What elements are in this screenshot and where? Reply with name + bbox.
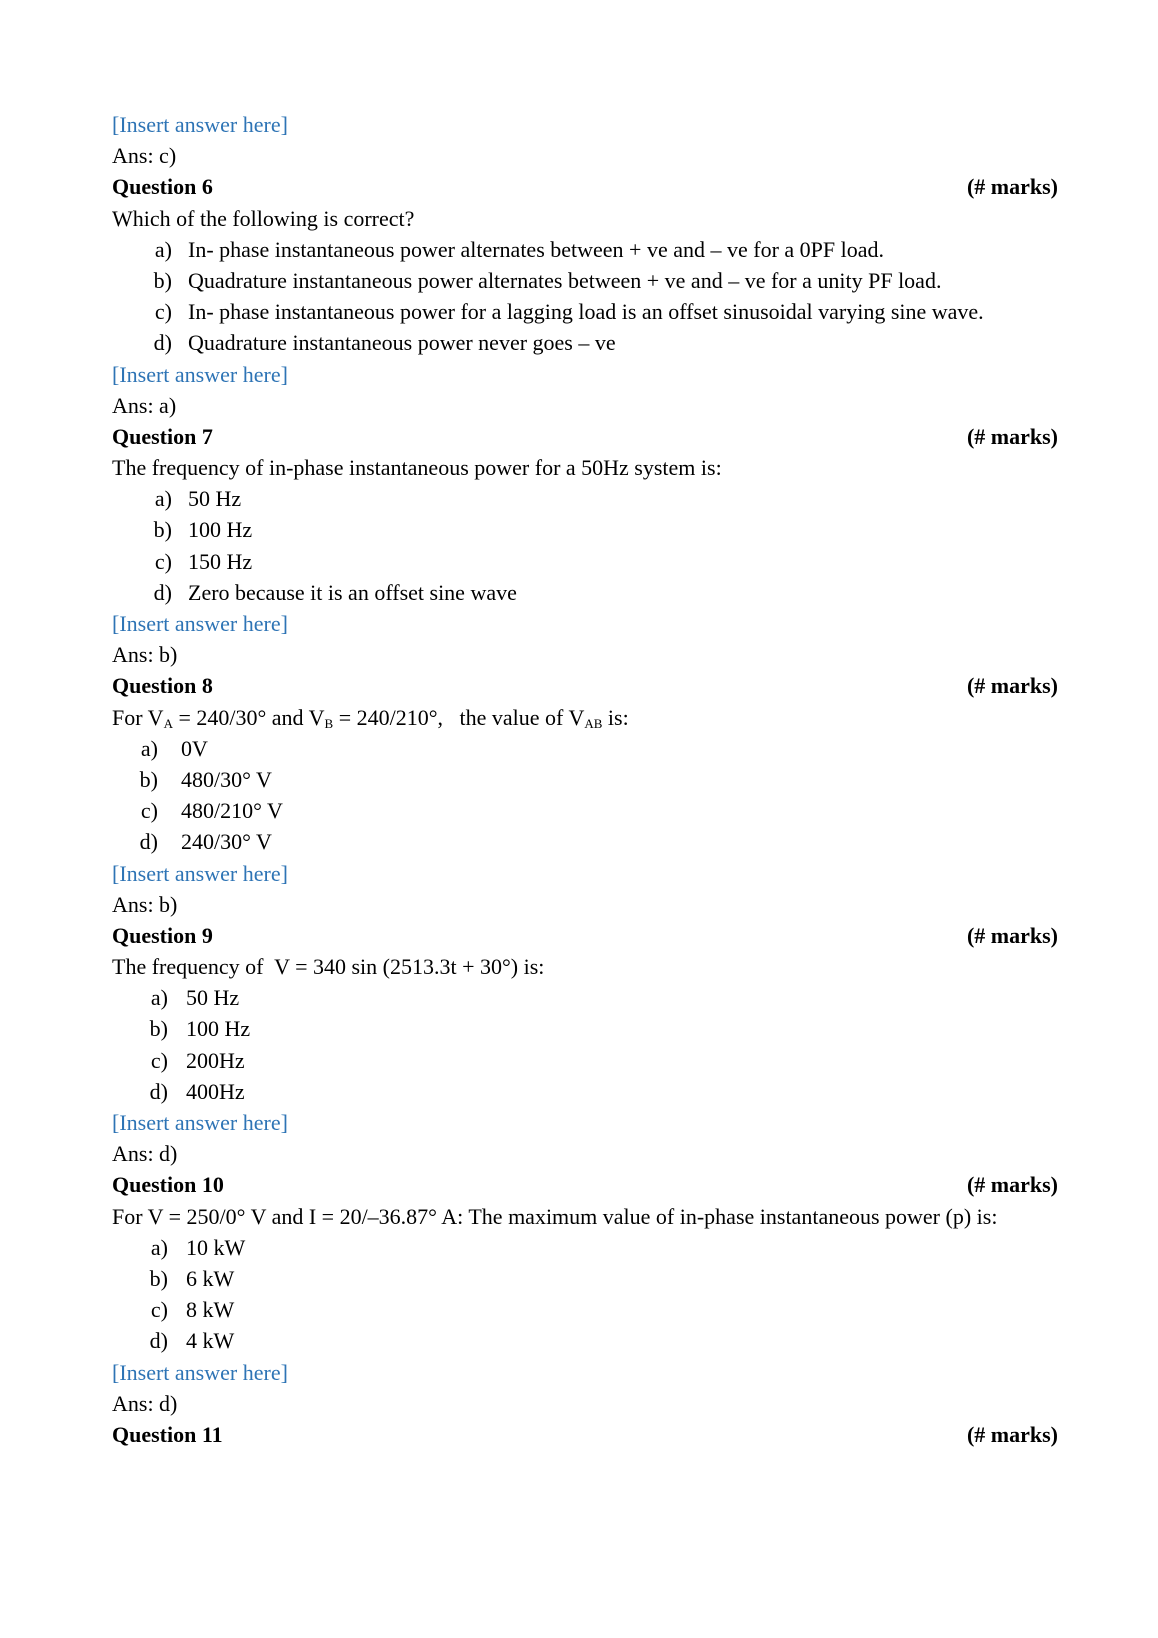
answer-placeholder-q8[interactable]: [Insert answer here] xyxy=(112,860,288,886)
option-text: 200Hz xyxy=(186,1047,245,1073)
option xyxy=(112,733,1062,764)
prompt-part: For V xyxy=(112,704,164,730)
option-text: Quadrature instantaneous power alternates between + ve and – ve for a unity PF load. xyxy=(188,267,942,293)
option-text: 0V xyxy=(181,735,208,761)
option-text: 6 kW xyxy=(186,1265,235,1291)
option-text: In- phase instantaneous power for a lagging load is an offset sinusoidal varying sine wave. xyxy=(188,299,984,325)
option-text: 400Hz xyxy=(186,1078,245,1104)
answer-placeholder-q10[interactable]: [Insert answer here] xyxy=(112,1359,288,1385)
question-9-options xyxy=(112,982,1062,1107)
option-letter: a) xyxy=(154,236,172,262)
option xyxy=(112,577,1062,608)
question-10-title: Question 10 xyxy=(112,1172,224,1198)
option-letter: a) xyxy=(150,1234,168,1260)
question-8-header xyxy=(112,670,1062,701)
prompt-part: = 240/210°, the value of V xyxy=(333,704,585,730)
option xyxy=(112,1045,1062,1076)
answer-q6: Ans: a) xyxy=(112,392,177,418)
option xyxy=(112,982,1062,1013)
question-9-title: Question 9 xyxy=(112,922,213,948)
question-10-header xyxy=(112,1169,1062,1200)
subscript-ab: AB xyxy=(584,715,603,731)
option-text: 150 Hz xyxy=(188,548,253,574)
option-letter: b) xyxy=(153,517,172,543)
option-letter: b) xyxy=(139,766,158,792)
option-letter: c) xyxy=(150,1047,168,1073)
option-letter: c) xyxy=(154,299,172,325)
option-text: Zero because it is an offset sine wave xyxy=(188,579,517,605)
option-text: 8 kW xyxy=(186,1297,235,1323)
question-6-options xyxy=(112,234,1062,359)
document-page xyxy=(112,109,1062,1450)
option-letter: a) xyxy=(150,985,168,1011)
question-6-prompt: Which of the following is correct? xyxy=(112,205,415,231)
prompt-part: is: xyxy=(602,704,629,730)
answer-placeholder-q6[interactable]: [Insert answer here] xyxy=(112,361,288,387)
option-letter: b) xyxy=(149,1016,168,1042)
answer-q10: Ans: d) xyxy=(112,1390,178,1416)
subscript-a: A xyxy=(163,715,173,731)
option xyxy=(112,826,1062,857)
answer-q9: Ans: d) xyxy=(112,1141,178,1167)
option-text: 100 Hz xyxy=(188,517,253,543)
question-7-prompt: The frequency of in-phase instantaneous power for a 50Hz system is: xyxy=(112,455,722,481)
option-text: 4 kW xyxy=(186,1328,235,1354)
option-text: 480/210° V xyxy=(181,798,283,824)
option xyxy=(112,1325,1062,1356)
question-6-marks: (# marks) xyxy=(966,174,1058,200)
question-8-title: Question 8 xyxy=(112,673,213,699)
subscript-b: B xyxy=(324,715,334,731)
option-letter: b) xyxy=(153,267,172,293)
option-text: Quadrature instantaneous power never goes – ve xyxy=(188,330,616,356)
prompt-part: = 240/30° and V xyxy=(172,704,325,730)
question-11-header xyxy=(112,1419,1062,1450)
option-letter: d) xyxy=(149,1078,168,1104)
question-7-title: Question 7 xyxy=(112,423,213,449)
option xyxy=(112,296,1062,327)
question-6-header xyxy=(112,171,1062,202)
option xyxy=(112,483,1062,514)
question-10-options xyxy=(112,1232,1062,1357)
option-letter: a) xyxy=(154,486,172,512)
option-letter: c) xyxy=(150,1297,168,1323)
option xyxy=(112,1232,1062,1263)
option-text: 10 kW xyxy=(186,1234,246,1260)
option-letter: c) xyxy=(154,548,172,574)
answer-placeholder-q7[interactable]: [Insert answer here] xyxy=(112,611,288,636)
question-7-marks: (# marks) xyxy=(966,423,1058,449)
option xyxy=(112,1294,1062,1325)
option xyxy=(112,795,1062,826)
option xyxy=(112,1076,1062,1107)
question-8-options xyxy=(112,733,1062,858)
option-text: 50 Hz xyxy=(188,486,242,512)
option xyxy=(112,327,1062,358)
question-11-marks: (# marks) xyxy=(966,1421,1058,1447)
option xyxy=(112,265,1062,296)
option-letter: d) xyxy=(149,1328,168,1354)
answer-placeholder-q9[interactable]: [Insert answer here] xyxy=(112,1110,288,1135)
option-letter: d) xyxy=(153,330,172,356)
question-9-prompt: The frequency of V = 340 sin (2513.3t + 30°) is: xyxy=(112,954,545,980)
option-text: 240/30° V xyxy=(181,829,272,855)
option-letter: a) xyxy=(140,735,158,761)
option xyxy=(112,234,1062,265)
option-letter: c) xyxy=(140,798,158,824)
option-text: 50 Hz xyxy=(186,985,240,1011)
option-text: 480/30° V xyxy=(181,766,272,792)
answer-q5: Ans: c) xyxy=(112,143,177,169)
option xyxy=(112,546,1062,577)
option xyxy=(112,1013,1062,1044)
question-10-prompt: For V = 250/0° V and I = 20/–36.87° A: The maximum value of in-phase instantaneous power (p) is: xyxy=(112,1203,998,1229)
option-text: In- phase instantaneous power alternates between + ve and – ve for a 0PF load. xyxy=(188,236,885,262)
question-9-marks: (# marks) xyxy=(966,922,1058,948)
option-letter: d) xyxy=(153,579,172,605)
option-letter: b) xyxy=(149,1265,168,1291)
option-letter: d) xyxy=(139,829,158,855)
answer-q8: Ans: b) xyxy=(112,891,178,917)
question-10-marks: (# marks) xyxy=(966,1172,1058,1198)
question-7-header xyxy=(112,421,1062,452)
question-8-prompt xyxy=(112,702,1062,733)
option xyxy=(112,1263,1062,1294)
option xyxy=(112,514,1062,545)
question-11-title: Question 11 xyxy=(112,1421,223,1447)
question-8-marks: (# marks) xyxy=(966,673,1058,699)
question-7-options xyxy=(112,483,1062,608)
option xyxy=(112,764,1062,795)
question-9-header xyxy=(112,920,1062,951)
question-6-title: Question 6 xyxy=(112,174,213,200)
answer-q7: Ans: b) xyxy=(112,642,178,668)
answer-placeholder-q5[interactable]: [Insert answer here] xyxy=(112,112,288,137)
option-text: 100 Hz xyxy=(186,1016,251,1042)
